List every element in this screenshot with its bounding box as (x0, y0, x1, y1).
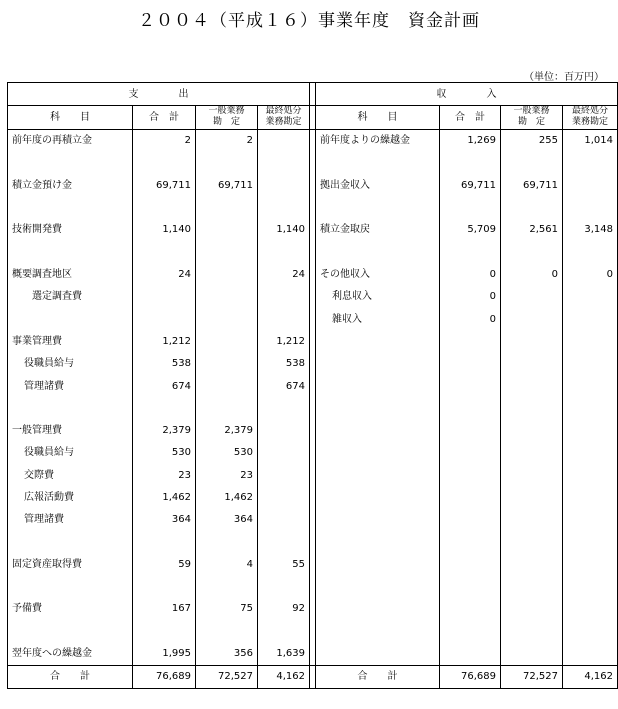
outgo-total-cell: 1,462 (133, 486, 196, 508)
outgo-total-cell: 1,212 (133, 330, 196, 352)
outgo-subject-cell (8, 620, 133, 642)
outgo-total-cell (133, 241, 196, 263)
outgo-subject-cell: 技術開発費 (8, 219, 133, 241)
outgo-final-cell (258, 174, 310, 196)
outgo-subject-cell: 積立金預け金 (8, 174, 133, 196)
income-subject-cell (316, 196, 440, 218)
income-subject-cell (316, 509, 440, 531)
table-row (8, 642, 618, 665)
income-final-cell (563, 286, 618, 308)
outgo-final-cell: 24 (258, 263, 310, 285)
income-total-cell: 0 (440, 308, 501, 330)
outgo-total-cell: 69,711 (133, 174, 196, 196)
outgo-subject-header: 科 目 (8, 106, 133, 129)
income-general-cell (501, 196, 563, 218)
outgo-general-cell (196, 330, 258, 352)
outgo-subject-cell: 広報活動費 (8, 486, 133, 508)
income-total-cell (440, 642, 501, 665)
outgo-total-cell (133, 531, 196, 553)
income-total-cell (440, 375, 501, 397)
outgo-subject-cell: 役職員給与 (8, 353, 133, 375)
outgo-total-cell (133, 576, 196, 598)
income-total-cell (440, 152, 501, 174)
income-total-cell (440, 486, 501, 508)
income-final-cell (563, 152, 618, 174)
outgo-subject-cell: 翌年度への繰越金 (8, 642, 133, 665)
outgo-subject-cell (8, 531, 133, 553)
income-total-cell (440, 464, 501, 486)
income-general-cell (501, 241, 563, 263)
table-row (8, 219, 618, 241)
outgo-final-cell (258, 531, 310, 553)
outgo-total-cell: 674 (133, 375, 196, 397)
income-final-cell: 0 (563, 263, 618, 285)
table-row (8, 509, 618, 531)
outgo-general-cell (196, 196, 258, 218)
outgo-final-cell (258, 442, 310, 464)
outgo-final-cell (258, 419, 310, 441)
income-subject-cell (316, 152, 440, 174)
table-row (8, 531, 618, 553)
outgo-general-header: 一般業務 勘 定 (196, 106, 258, 129)
income-general-cell: 69,711 (501, 174, 563, 196)
outgo-general-cell (196, 308, 258, 330)
income-total-cell (440, 531, 501, 553)
outgo-general-cell (196, 219, 258, 241)
outgo-general-cell (196, 620, 258, 642)
income-total-cell (440, 598, 501, 620)
outgo-subject-cell: 予備費 (8, 598, 133, 620)
outgo-general-cell: 23 (196, 464, 258, 486)
outgo-total-cell: 2,379 (133, 419, 196, 441)
income-final-cell (563, 576, 618, 598)
income-subject-cell (316, 486, 440, 508)
outgo-subject-cell (8, 397, 133, 419)
income-final-cell (563, 241, 618, 263)
outgo-total-cell: 2 (133, 129, 196, 152)
table-row (8, 353, 618, 375)
outgo-subject-cell: 選定調査費 (8, 286, 133, 308)
income-subject-cell (316, 397, 440, 419)
income-total-cell (440, 553, 501, 575)
table-row (8, 464, 618, 486)
income-general-cell (501, 464, 563, 486)
table-row (8, 308, 618, 330)
outgo-subject-cell (8, 196, 133, 218)
table-row (8, 263, 618, 285)
income-subject-cell (316, 375, 440, 397)
header-row-sections (8, 83, 618, 106)
income-total-cell (440, 196, 501, 218)
income-total-final: 4,162 (563, 665, 618, 688)
income-general-cell (501, 330, 563, 352)
outgo-subject-cell: 役職員給与 (8, 442, 133, 464)
income-final-cell (563, 598, 618, 620)
income-general-cell: 0 (501, 263, 563, 285)
income-general-cell (501, 397, 563, 419)
income-final-header: 最終処分 業務勘定 (563, 106, 618, 129)
table-row (8, 174, 618, 196)
outgo-total-general: 72,527 (196, 665, 258, 688)
table-row (8, 375, 618, 397)
outgo-total-cell (133, 308, 196, 330)
table-row (8, 576, 618, 598)
income-subject-cell: 利息収入 (316, 286, 440, 308)
outgo-final-cell (258, 308, 310, 330)
income-general-cell (501, 553, 563, 575)
outgo-total-cell: 1,140 (133, 219, 196, 241)
outgo-general-cell (196, 286, 258, 308)
outgo-final-cell (258, 397, 310, 419)
outgo-general-cell: 364 (196, 509, 258, 531)
income-total-cell (440, 353, 501, 375)
outgo-general-cell: 2 (196, 129, 258, 152)
income-subject-cell (316, 620, 440, 642)
outgo-final-cell (258, 620, 310, 642)
outgo-general-cell (196, 152, 258, 174)
income-total-cell: 0 (440, 286, 501, 308)
income-total-cell (440, 419, 501, 441)
outgo-subject-cell: 事業管理費 (8, 330, 133, 352)
outgo-subject-cell: 管理諸費 (8, 509, 133, 531)
income-final-cell (563, 196, 618, 218)
income-total-cell (440, 509, 501, 531)
income-subject-cell: 前年度よりの繰越金 (316, 129, 440, 152)
income-general-header: 一般業務 勘 定 (501, 106, 563, 129)
outgo-final-cell (258, 196, 310, 218)
outgo-general-cell (196, 241, 258, 263)
outgo-general-cell: 530 (196, 442, 258, 464)
outgo-final-cell (258, 241, 310, 263)
outgo-general-cell: 1,462 (196, 486, 258, 508)
income-total-cell (440, 330, 501, 352)
income-subject-cell: 拠出金収入 (316, 174, 440, 196)
outgo-total-cell (133, 196, 196, 218)
table-row (8, 241, 618, 263)
income-final-cell (563, 620, 618, 642)
outgo-subject-cell: 管理諸費 (8, 375, 133, 397)
outgo-subject-cell (8, 308, 133, 330)
outgo-general-cell: 2,379 (196, 419, 258, 441)
outgo-total-cell: 167 (133, 598, 196, 620)
outgo-final-cell: 538 (258, 353, 310, 375)
outgo-subject-cell (8, 576, 133, 598)
income-total-cell: 0 (440, 263, 501, 285)
outgo-subject-cell (8, 241, 133, 263)
outgo-final-cell (258, 576, 310, 598)
income-general-cell (501, 152, 563, 174)
income-total-general: 72,527 (501, 665, 563, 688)
outgo-total-header: 合 計 (133, 106, 196, 129)
income-subject-cell: 雑収入 (316, 308, 440, 330)
outgo-final-cell (258, 129, 310, 152)
income-total-label: 合 計 (316, 665, 440, 688)
income-total-sum: 76,689 (440, 665, 501, 688)
income-final-cell (563, 330, 618, 352)
income-subject-cell (316, 353, 440, 375)
income-total-cell (440, 576, 501, 598)
outgo-final-cell: 92 (258, 598, 310, 620)
funding-plan-table (7, 82, 618, 689)
outgo-total-cell: 23 (133, 464, 196, 486)
outgo-general-cell: 69,711 (196, 174, 258, 196)
outgo-total-label: 合 計 (8, 665, 133, 688)
income-final-cell (563, 308, 618, 330)
income-total-cell (440, 442, 501, 464)
income-general-cell (501, 286, 563, 308)
header-row-columns (8, 106, 618, 129)
income-total-cell (440, 241, 501, 263)
income-general-cell: 255 (501, 129, 563, 152)
income-final-cell (563, 442, 618, 464)
table-row (8, 330, 618, 352)
income-total-cell (440, 397, 501, 419)
unit-label: （単位：百万円） (524, 72, 604, 83)
outgo-total-cell: 24 (133, 263, 196, 285)
income-total-cell: 69,711 (440, 174, 501, 196)
income-subject-cell (316, 419, 440, 441)
table-row (8, 129, 618, 152)
outgo-total-sum: 76,689 (133, 665, 196, 688)
income-subject-cell (316, 464, 440, 486)
income-general-cell (501, 419, 563, 441)
income-general-cell (501, 620, 563, 642)
totals-row (8, 665, 618, 688)
outgo-final-cell (258, 152, 310, 174)
income-final-cell (563, 419, 618, 441)
income-final-cell (563, 375, 618, 397)
income-final-cell (563, 353, 618, 375)
income-general-cell (501, 576, 563, 598)
income-subject-cell (316, 576, 440, 598)
table-row (8, 486, 618, 508)
outgo-subject-cell: 一般管理費 (8, 419, 133, 441)
income-final-cell (563, 509, 618, 531)
outgo-subject-cell: 前年度の再積立金 (8, 129, 133, 152)
table-row (8, 152, 618, 174)
income-final-cell: 3,148 (563, 219, 618, 241)
outgo-final-header: 最終処分 業務勘定 (258, 106, 310, 129)
income-subject-cell (316, 598, 440, 620)
table-row (8, 286, 618, 308)
income-subject-cell (316, 241, 440, 263)
income-subject-cell: 積立金取戻 (316, 219, 440, 241)
table-row (8, 553, 618, 575)
outgo-total-final: 4,162 (258, 665, 310, 688)
income-subject-cell (316, 642, 440, 665)
income-general-cell (501, 642, 563, 665)
income-subject-cell: その他収入 (316, 263, 440, 285)
income-final-cell (563, 531, 618, 553)
outgo-final-cell (258, 286, 310, 308)
income-final-cell (563, 174, 618, 196)
income-subject-header: 科 目 (316, 106, 440, 129)
income-final-cell (563, 486, 618, 508)
outgo-final-cell (258, 464, 310, 486)
outgo-final-cell (258, 486, 310, 508)
income-general-cell (501, 442, 563, 464)
outgo-final-cell: 1,639 (258, 642, 310, 665)
outgo-subject-cell: 固定資産取得費 (8, 553, 133, 575)
table-row (8, 598, 618, 620)
income-general-cell (501, 308, 563, 330)
table-row (8, 196, 618, 218)
income-total-cell (440, 620, 501, 642)
outgo-general-cell (196, 397, 258, 419)
outgo-general-cell: 75 (196, 598, 258, 620)
income-final-cell (563, 397, 618, 419)
table-row (8, 442, 618, 464)
outgo-general-cell (196, 375, 258, 397)
outgo-header: 支 出 (8, 83, 310, 106)
outgo-final-cell: 55 (258, 553, 310, 575)
table-row (8, 419, 618, 441)
income-general-cell (501, 353, 563, 375)
income-total-cell: 5,709 (440, 219, 501, 241)
outgo-general-cell (196, 353, 258, 375)
outgo-final-cell: 1,212 (258, 330, 310, 352)
income-general-cell (501, 486, 563, 508)
income-general-cell: 2,561 (501, 219, 563, 241)
income-subject-cell (316, 330, 440, 352)
outgo-total-cell (133, 152, 196, 174)
outgo-total-cell: 1,995 (133, 642, 196, 665)
outgo-general-cell (196, 576, 258, 598)
outgo-total-cell (133, 286, 196, 308)
outgo-total-cell: 364 (133, 509, 196, 531)
income-subject-cell (316, 442, 440, 464)
table-row (8, 620, 618, 642)
outgo-total-cell (133, 397, 196, 419)
income-general-cell (501, 598, 563, 620)
outgo-final-cell: 1,140 (258, 219, 310, 241)
outgo-general-cell (196, 263, 258, 285)
income-final-cell (563, 464, 618, 486)
outgo-general-cell: 356 (196, 642, 258, 665)
income-final-cell (563, 553, 618, 575)
income-general-cell (501, 375, 563, 397)
outgo-total-cell: 59 (133, 553, 196, 575)
outgo-subject-cell (8, 152, 133, 174)
income-general-cell (501, 531, 563, 553)
outgo-general-cell (196, 531, 258, 553)
outgo-subject-cell: 概要調査地区 (8, 263, 133, 285)
income-header: 収 入 (316, 83, 618, 106)
page-title: ２００４（平成１６）事業年度 資金計画 (138, 11, 480, 31)
income-final-cell: 1,014 (563, 129, 618, 152)
outgo-final-cell (258, 509, 310, 531)
outgo-final-cell: 674 (258, 375, 310, 397)
income-total-header: 合 計 (440, 106, 501, 129)
income-subject-cell (316, 531, 440, 553)
outgo-total-cell: 530 (133, 442, 196, 464)
income-final-cell (563, 642, 618, 665)
income-subject-cell (316, 553, 440, 575)
income-total-cell: 1,269 (440, 129, 501, 152)
outgo-general-cell: 4 (196, 553, 258, 575)
income-general-cell (501, 509, 563, 531)
outgo-total-cell: 538 (133, 353, 196, 375)
outgo-subject-cell: 交際費 (8, 464, 133, 486)
outgo-total-cell (133, 620, 196, 642)
table-row (8, 397, 618, 419)
